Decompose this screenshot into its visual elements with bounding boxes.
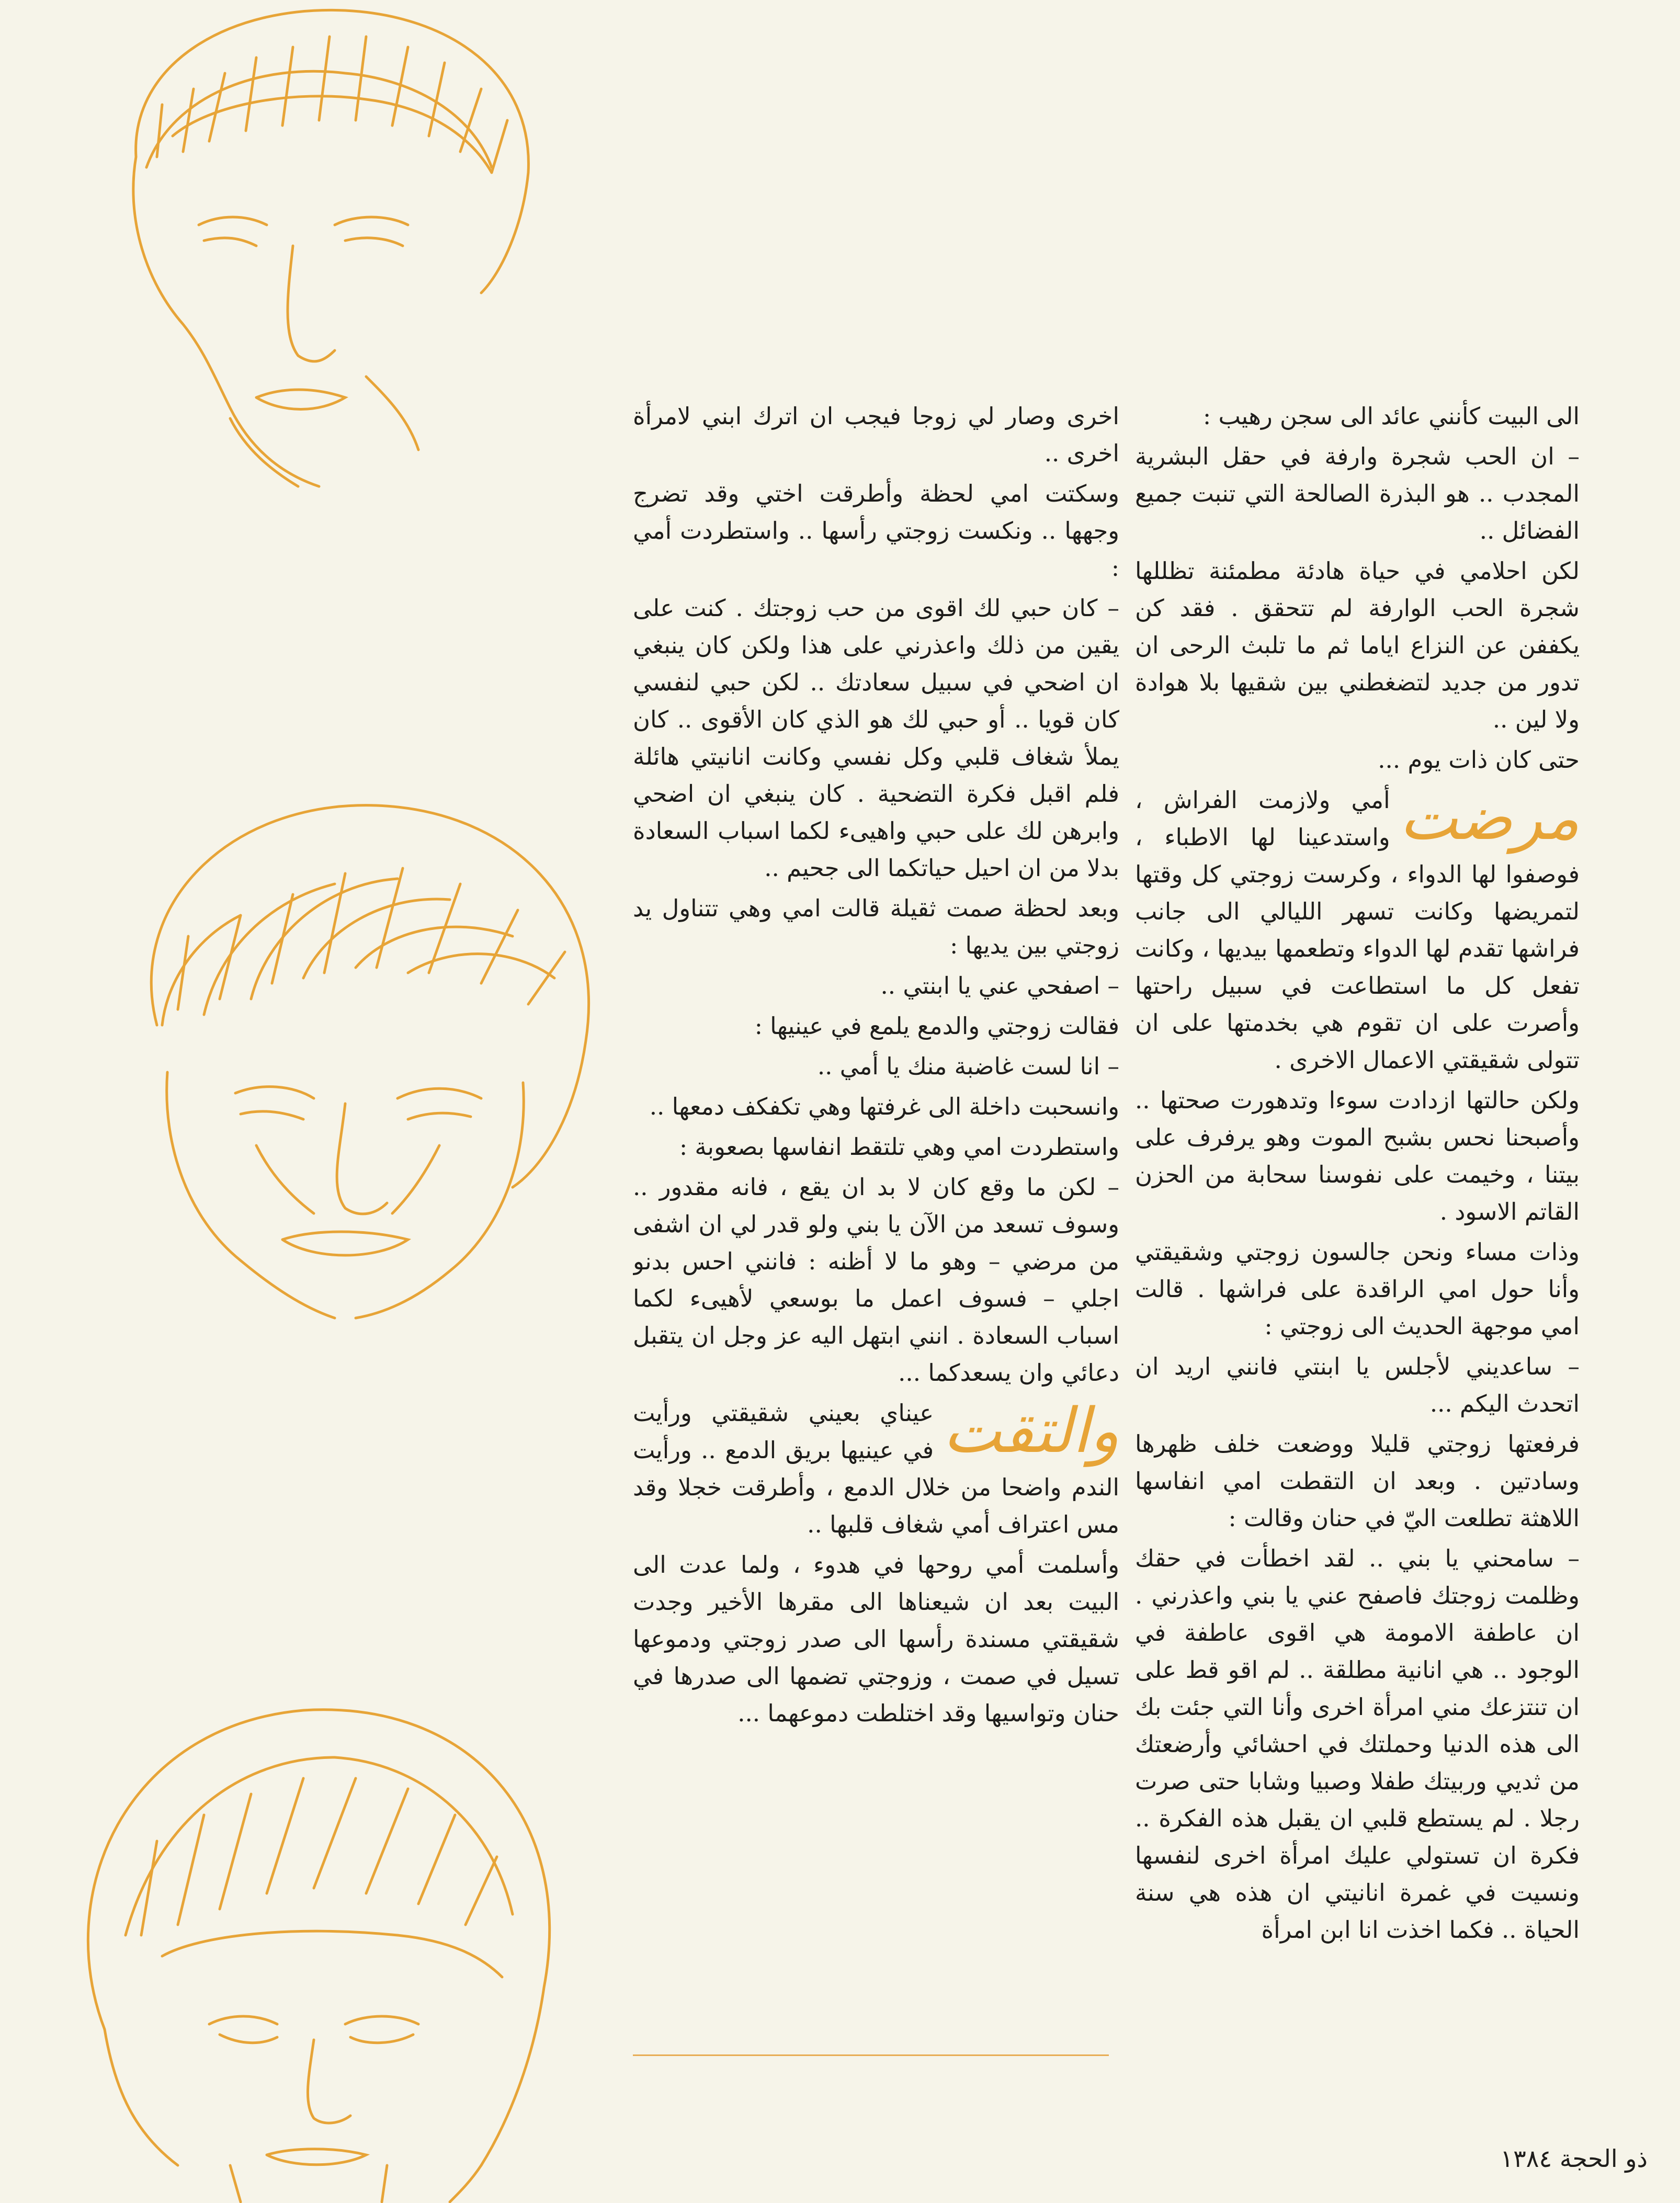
- paragraph-text: أمي ولازمت الفراش ، واستدعينا لها الاطباء ، فوصفوا لها الدواء ، وكرست زوجتي كل وقتها لتمريضها وكانت تسهر الليالي الى جانب فراشها تقدم لها الدواء وتطعمها بيديها ، وكانت تفعل كل ما استطاعت في سبيل راحتها وأصرت على ان تقوم هي بخدمتها على ان تتولى شقيقتي الاعمال الاخرى .: [1135, 786, 1580, 1074]
- portrait-sketch-middle: [84, 779, 628, 1334]
- paragraph: وانسحبت داخلة الى غرفتها وهي تكفكف دمعها ..: [649, 1093, 1119, 1120]
- portrait-sketch-bottom: [21, 1663, 586, 2203]
- paragraph: الى البيت كأنني عائد الى سجن رهيب :: [1203, 402, 1580, 430]
- paragraph: حتى كان ذات يوم ...: [1378, 746, 1580, 774]
- drop-word-fallen-ill: مرضت: [1399, 781, 1580, 854]
- paragraph: لكن احلامي في حياة هادئة مطمئنة تظللها شجرة الحب الوارفة لم تتحقق . فقد كن يكففن عن النزاع اياما ثم ما تلبث الرحى ان تدور من جديد لتضغطني بين شقيها بلا هوادة ولا لين ..: [1135, 557, 1580, 733]
- paragraph-text: عيناي بعيني شقيقتي ورأيت في عينيها بريق الدمع .. ورأيت الندم واضحا من خلال الدمع ، وأطرقت خجلا وقد مس اعتراف أمي شغاف قلبها ..: [633, 1399, 1119, 1538]
- paragraph: فرفعتها زوجتي قليلا ووضعت خلف ظهرها وسادتين . وبعد ان التقطت امي انفاسها اللاهثة تطلعت اليّ في حنان وقالت :: [1135, 1430, 1580, 1532]
- portrait-sketch-top: [73, 0, 554, 492]
- paragraph: اخرى وصار لي زوجا فيجب ان اترك ابني لامرأة اخرى ..: [633, 402, 1119, 467]
- paragraph-with-drop-word: [633, 1394, 1119, 1543]
- paragraph: – ان الحب شجرة وارفة في حقل البشرية المجدب .. هو البذرة الصالحة التي تنبت جميع الفضائل ..: [1135, 442, 1580, 544]
- paragraph: وأسلمت أمي روحها في هدوء ، ولما عدت الى البيت بعد ان شيعناها الى مقرها الأخير وجدت شقيقتي مسندة رأسها الى صدر زوجتي ودموعها تسيل في صمت ، وزوجتي تضمها الى صدرها في حنان وتواسيها وقد اختلطت دموعهما ...: [633, 1551, 1119, 1727]
- paragraph: ولكن حالتها ازدادت سوءا وتدهورت صحتها .. وأصبحنا نحس بشبح الموت وهو يرفرف على بيتنا ، وخيمت على نفوسنا سحابة من الحزن القاتم الاسود .: [1135, 1086, 1580, 1225]
- paragraph: وبعد لحظة صمت ثقيلة قالت امي وهي تتناول يد زوجتي بين يديها :: [633, 894, 1119, 959]
- footer-issue-date: ذو الحجة ١٣٨٤: [1500, 2144, 1648, 2173]
- paragraph: وذات مساء ونحن جالسون زوجتي وشقيقتي وأنا حول امي الراقدة على فراشها . قالت امي موجهة الحديث الى زوجتي :: [1135, 1238, 1580, 1340]
- paragraph: وسكتت امي لحظة وأطرقت اختي وقد تضرج وجهها .. ونكست زوجتي رأسها .. واستطردت أمي :: [633, 480, 1119, 582]
- drop-word-met: والتقت: [943, 1394, 1119, 1467]
- paragraph: – اصفحي عني يا ابنتي ..: [880, 972, 1119, 1000]
- paragraph: – سامحني يا بني .. لقد اخطأت في حقك وظلمت زوجتك فاصفح عني يا بني واعذرني . ان عاطفة الامومة هي اقوى عاطفة في الوجود .. هي انانية مطلقة .. لم اقو قط على ان تنتزعك مني امرأة اخرى وأنا التي جئت بك الى هذه الدنيا وحملتك في احشائي وأرضعتك من ثديي وربيتك طفلا وصبيا وشابا حتى صرت رجلا . لم يستطع قلبي ان يقبل هذه الفكرة .. فكرة ان تستولي عليك امرأة اخرى لنفسها ونسيت في غمرة انانيتي ان هذه هي سنة الحياة .. فكما اخذت انا ابن امرأة: [1135, 1545, 1580, 1944]
- paragraph: واستطردت امي وهي تلتقط انفاسها بصعوبة :: [679, 1133, 1119, 1161]
- end-rule-divider: [633, 2054, 1109, 2056]
- paragraph: – انا لست غاضبة منك يا أمي ..: [817, 1052, 1119, 1080]
- paragraph: – لكن ما وقع كان لا بد ان يقع ، فانه مقدور .. وسوف تسعد من الآن يا بني ولو قدر لي ان اشفى من مرضي – وهو ما لا أظنه : فانني احس بدنو اجلي – فسوف اعمل ما بوسعي لأهيىء لكما اسباب السعادة . انني ابتهل اليه عز وجل ان يتقبل دعائي وان يسعدكما ...: [633, 1173, 1119, 1387]
- paragraph: فقالت زوجتي والدمع يلمع في عينيها :: [754, 1012, 1119, 1040]
- article-column-right: [1135, 398, 1580, 2045]
- paragraph-with-drop-word: [1135, 781, 1580, 1078]
- paragraph: – ساعديني لأجلس يا ابنتي فانني اريد ان اتحدث اليكم ...: [1135, 1353, 1580, 1417]
- paragraph: – كان حبي لك اقوى من حب زوجتك . كنت على يقين من ذلك واعذرني على هذا ولكن كان ينبغي ان اضحي في سبيل سعادتك .. لكن حبي لنفسي كان قويا .. أو حبي لك هو الذي كان الأقوى .. كان يملأ شغاف قلبي وكل نفسي وكانت انانيتي هائلة فلم اقبل فكرة التضحية . كان ينبغي ان اضحي وابرهن لك على حبي واهيىء لكما اسباب السعادة بدلا من ان احيل حياتكما الى جحيم ..: [633, 594, 1119, 882]
- article-column-left: [633, 398, 1119, 1862]
